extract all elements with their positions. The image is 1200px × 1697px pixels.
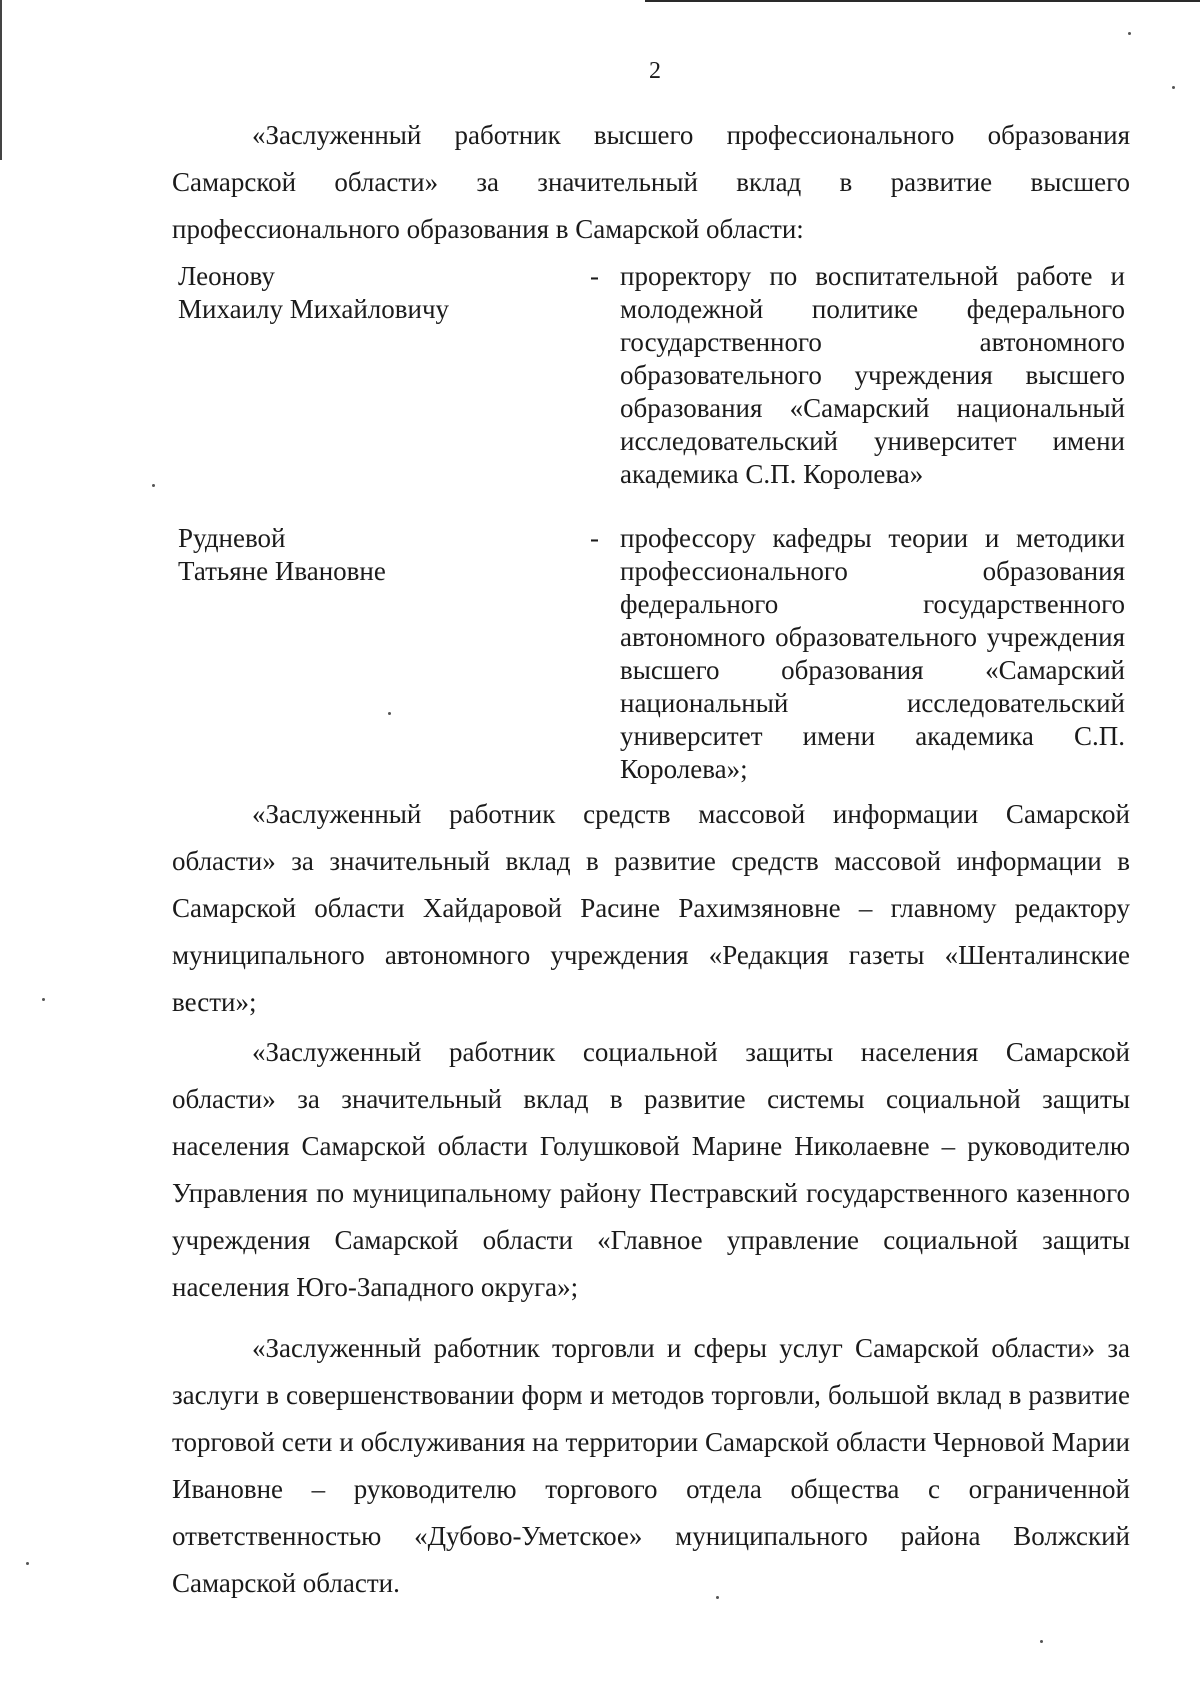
scan-speck: [26, 1562, 29, 1565]
awardee-position: проректору по воспитательной работе и молодежной политике федерального государственного автономного образовательного учреждения высшего образования «Самарский национальный исследовательский университет имени академика С.П. Королева»: [620, 261, 1125, 489]
scan-speck: [716, 1596, 719, 1599]
awardee-surname: Леонову: [178, 261, 275, 291]
scan-speck: [388, 712, 391, 715]
awardee-dash: -: [590, 261, 599, 291]
award-paragraph-trade-services: «Заслуженный работник торговли и сферы услуг Самарской области» за заслуги в совершенствовании форм и методов торговли, большой вклад в развитие торговой сети и обслуживания на территории Самарской области Черновой Марии Ивановне – руководителю торгового отдела общества с ограниченной ответственностью «Дубово-Уметское» муниципального района Волжский Самарской области.: [172, 1333, 1130, 1598]
awardee-position: профессору кафедры теории и методики профессионального образования федерального государственного автономного образовательного учреждения высшего образования «Самарский национальный исследовательский университет имени академика С.П. Королева»;: [620, 523, 1125, 784]
scan-speck: [42, 998, 45, 1001]
award-paragraph-social-protection: «Заслуженный работник социальной защиты населения Самарской области» за значительный вклад в развитие системы социальной защиты населения Самарской области Голушковой Марине Николаевне – руководителю Управления по муниципальному району Пестравский государственного казенного учреждения Самарской области «Главное управление социальной защиты населения Юго-Западного округа»;: [172, 1037, 1130, 1302]
scan-speck: [1172, 86, 1175, 89]
award-paragraph-higher-education: «Заслуженный работник высшего профессионального образования Самарской области» за значительный вклад в развитие высшего профессионального образования в Самарской области:: [172, 120, 1130, 244]
award-paragraph-mass-media: «Заслуженный работник средств массовой информации Самарской области» за значительный вклад в развитие средств массовой информации в Самарской области Хайдаровой Расине Рахимзяновне – главному редактору муниципального автономного учреждения «Редакция газеты «Шенталинские вести»;: [172, 799, 1130, 1017]
awardee-surname: Рудневой: [178, 523, 286, 553]
scan-speck: [1040, 1640, 1043, 1643]
awardee-name: [178, 260, 578, 326]
awardee-dash: -: [590, 523, 599, 553]
awardee-given-names: Михаилу Михайловичу: [178, 294, 450, 324]
page-number: 2: [649, 58, 661, 84]
awardee-given-names: Татьяне Ивановне: [178, 556, 386, 586]
scan-speck: [1128, 32, 1131, 35]
awardee-name: [178, 522, 578, 588]
top-edge-line: [645, 0, 1200, 2]
scan-speck: [152, 484, 155, 487]
